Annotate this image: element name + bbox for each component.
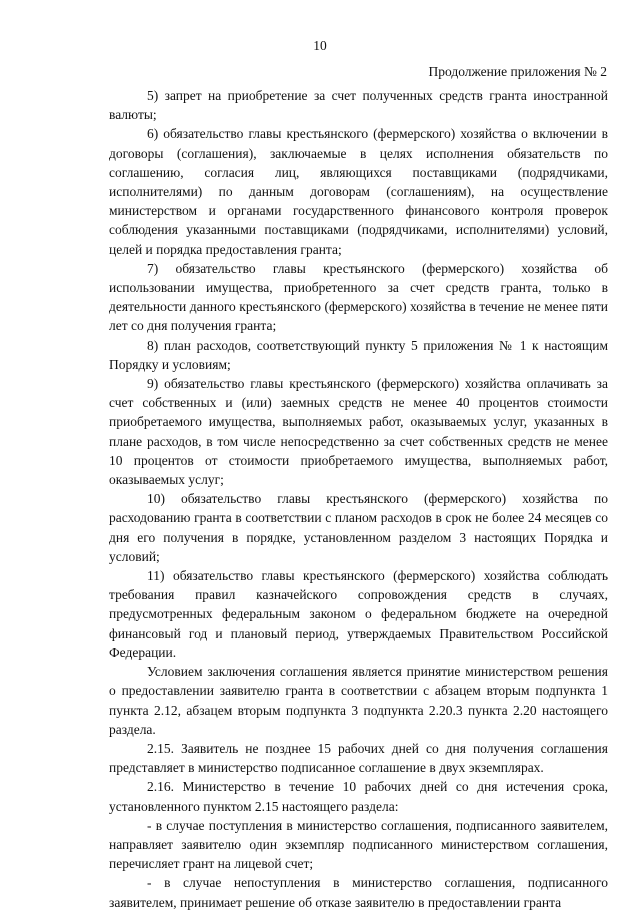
paragraph-2-16: 2.16. Министерство в течение 10 рабочих дней со дня истечения срока, установленного пунктом 2.15 настоящего раздела: [109,779,608,814]
paragraph-item-9: 9) обязательство главы крестьянского (фермерского) хозяйства оплачивать за счет собственных и (или) заемных средств не менее 40 процентов стоимости приобретаемого имущества, выполняемых работ, оказываемых услуг, указанных в плане расходов, в том числе непосредственно за счет собственных средств не менее 10 процентов от стоимости приобретаемого имущества, выполняемых работ, оказываемых услуг; [109,376,608,488]
appendix-continuation-label: Продолжение приложения № 2 [428,64,607,79]
paragraph-item-8: 8) план расходов, соответствующий пункту 5 приложения № 1 к настоящим Порядку и условиям; [109,337,608,372]
paragraph-item-10: 10) обязательство главы крестьянского (фермерского) хозяйства по расходованию гранта в соответствии с планом расходов в срок не более 24 месяцев со дня его получения в порядке, установленном разделом 3 настоящих Порядка и условий; [109,491,608,564]
paragraph-bullet-received: - в случае поступления в министерство соглашения, подписанного заявителем, направляет заявителю один экземпляр подписанного министерством соглашения, перечисляет грант на лицевой счет; [109,817,608,872]
paragraph-item-5: 5) запрет на приобретение за счет полученных средств гранта иностранной валюты; [109,88,608,123]
paragraph-item-7: 7) обязательство главы крестьянского (фермерского) хозяйства об использовании имущества, приобретенного за счет средств гранта, только в деятельности данного крестьянского (фермерского) хозяйства в течение не менее пяти лет со дня получения гранта; [109,260,608,334]
paragraph-condition: Условием заключения соглашения является принятие министерством решения о предоставлении заявителю гранта в соответствии с абзацем вторым подпункта 1 пункта 2.12, абзацем вторым подпункта 3 подпункта 2.20.3 пункта 2.20 настоящего раздела. [109,664,608,737]
page-number: 10 [313,38,327,53]
paragraph-2-15: 2.15. Заявитель не позднее 15 рабочих дней со дня получения соглашения представляет в министерство подписанное соглашение в двух экземплярах. [109,740,608,776]
paragraph-item-6: 6) обязательство главы крестьянского (фермерского) хозяйства о включении в договоры (соглашения), заключаемые в целях исполнения обязательств по соглашению, согласия лиц, являющихся поставщиками (подрядчиками, исполнителями) по данным договорам (соглашениям), на осуществление министерством и органами государственного финансового контроля проверок соблюдения указанными поставщиками (подрядчиками, исполнителями) условий, целей и порядка предоставления гранта; [109,126,608,257]
paragraph-item-11: 11) обязательство главы крестьянского (фермерского) хозяйства соблюдать требования правил казначейского сопровождения средств в случаях, предусмотренных федеральным законом о федеральном бюджете на очередной финансовый год и плановый период, утверждаемых Правительством Российской Федерации. [109,568,608,660]
document-body [109,86,608,912]
paragraph-bullet-not-received: - в случае непоступления в министерство соглашения, подписанного заявителем, принимает решение об отказе заявителю в предоставлении гранта [109,875,608,910]
